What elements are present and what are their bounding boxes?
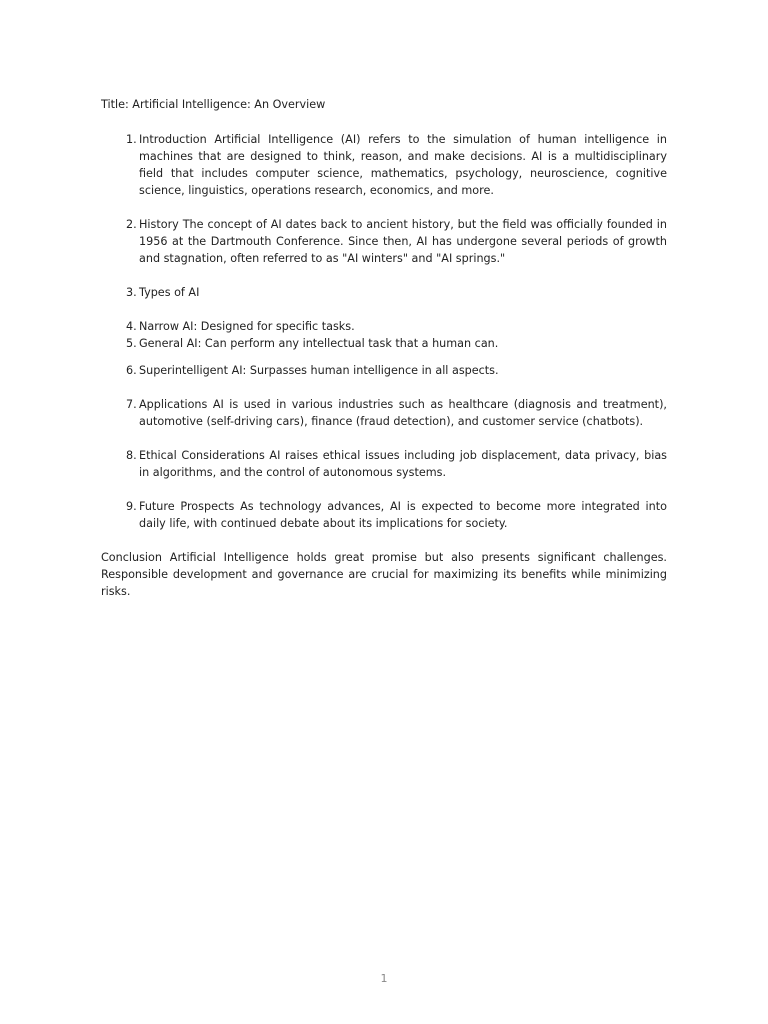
list-item-number: 6. [126,364,137,377]
list-item-text: Types of AI [139,286,200,299]
list-item-introduction [101,131,667,199]
list-item-text: Introduction Artificial Intelligence (AI) refers to the simulation of human intelligence in machines that are designed to think, reason, and make decisions. AI is a multidisciplinary field that includes computer science, mathematics, psychology, neuroscience, cognitive science, linguistics, operations research, economics, and more. [139,133,667,197]
list-item-number: 4. [126,320,137,333]
list-item-text: Superintelligent AI: Surpasses human intelligence in all aspects. [139,364,499,377]
list-item-text: Applications AI is used in various industries such as healthcare (diagnosis and treatment), automotive (self-driving cars), finance (fraud detection), and customer service (chatbots). [139,398,667,428]
list-item-number: 2. [126,218,137,231]
list-item-general-ai [101,335,667,352]
list-item-ethical-considerations [101,447,667,481]
document-body [101,96,667,600]
list-item-superintelligent-ai [101,362,667,379]
list-item-number: 1. [126,133,137,146]
list-item-number: 3. [126,286,137,299]
page-number: 1 [380,972,388,985]
list-item-text: History The concept of AI dates back to ancient history, but the field was officially founded in 1956 at the Dartmouth Conference. Since then, AI has undergone several periods of growth and stagnation, often referred to as "AI winters" and "AI springs." [139,218,667,265]
numbered-list [101,131,667,532]
list-item-text: Future Prospects As technology advances, AI is expected to become more integrated into daily life, with continued debate about its implications for society. [139,500,667,530]
list-item-text: Ethical Considerations AI raises ethical issues including job displacement, data privacy, bias in algorithms, and the control of autonomous systems. [139,449,667,479]
list-item-future-prospects [101,498,667,532]
list-item-number: 8. [126,449,137,462]
list-item-number: 9. [126,500,137,513]
conclusion-paragraph: Conclusion Artificial Intelligence holds great promise but also presents significant challenges. Responsible development and governance are crucial for maximizing its benefits while minimizing risks. [101,551,667,598]
list-item-history [101,216,667,267]
list-item-number: 5. [126,337,137,350]
list-item-applications [101,396,667,430]
list-item-text: General AI: Can perform any intellectual task that a human can. [139,337,499,350]
list-item-types [101,284,667,301]
list-item-narrow-ai [101,318,667,335]
document-title: Title: Artificial Intelligence: An Overview [101,98,326,111]
list-item-number: 7. [126,398,137,411]
list-item-text: Narrow AI: Designed for specific tasks. [139,320,355,333]
